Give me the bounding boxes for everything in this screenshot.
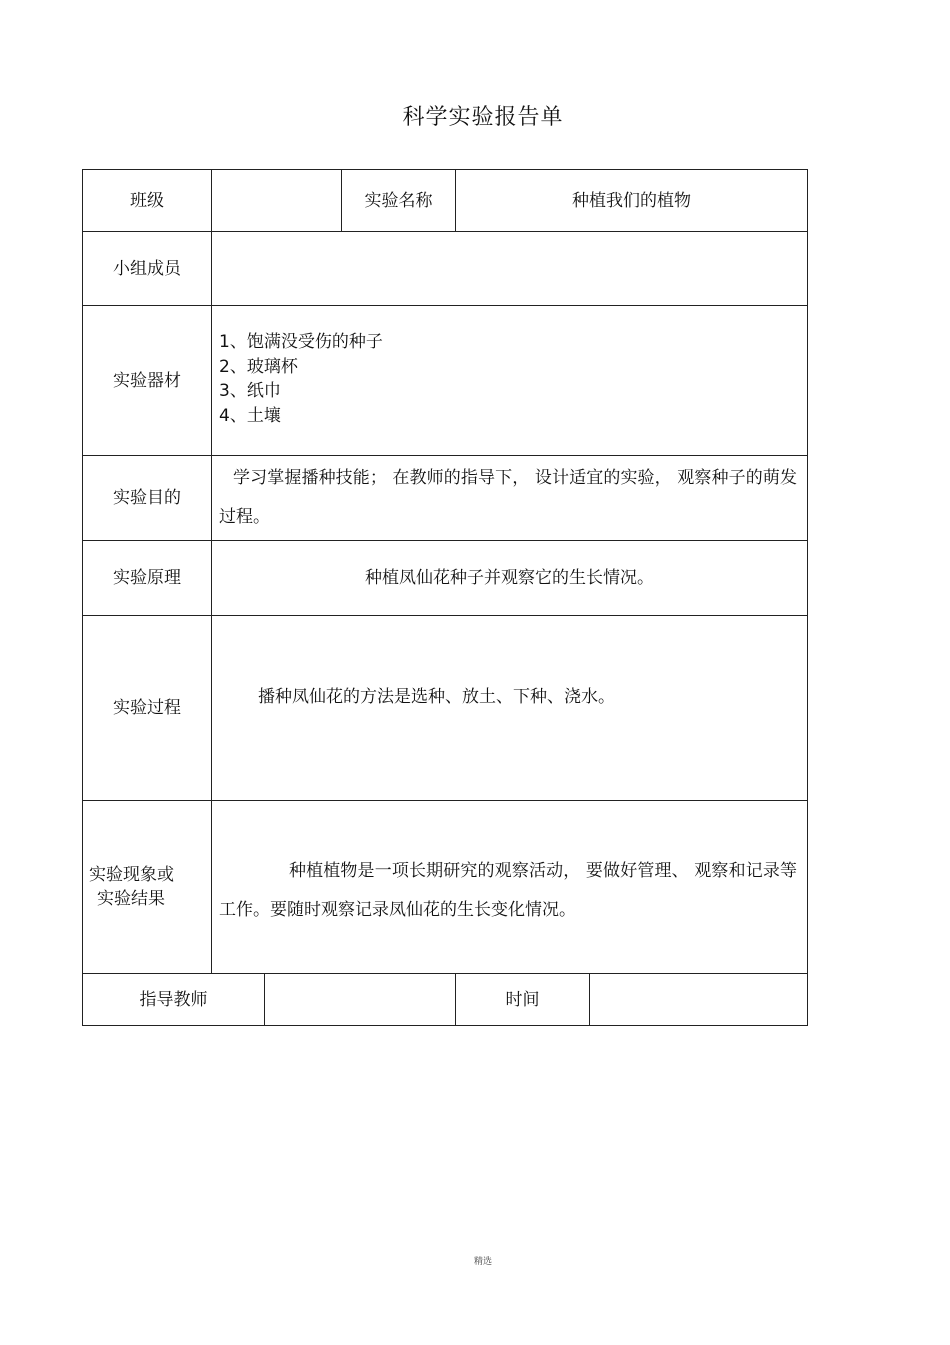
page-footer: 精选 (473, 1257, 492, 1267)
group-members-value (212, 232, 807, 305)
principle-label: 实验原理 (113, 568, 181, 588)
list-item: 4、土壤 (219, 405, 281, 426)
time-value (590, 974, 807, 1025)
purpose-text: 学习掌握播种技能； 在教师的指导下， 设计适宜的实验， 观察种子的萌发过程。 (219, 468, 797, 527)
materials-label: 实验器材 (113, 370, 181, 391)
table-line (807, 169, 808, 1026)
result-text: 种植植物是一项长期研究的观察活动， 要做好管理、 观察和记录等工作。要随时观察记录凤仙花的生长变化情况。 (219, 861, 797, 920)
result-label-line1: 实验现象或 (89, 865, 174, 885)
process-text: 播种凤仙花的方法是选种、放土、下种、浇水。 (258, 687, 615, 707)
class-value (212, 170, 341, 231)
report-title: 科学实验报告单 (402, 105, 564, 130)
teacher-label: 指导教师 (139, 989, 208, 1010)
experiment-name-value: 种植我们的植物 (572, 190, 691, 211)
table-line (82, 1025, 808, 1026)
list-item: 1、饱满没受伤的种子 (219, 332, 383, 352)
class-label: 班级 (130, 190, 164, 211)
result-label-line2: 实验结果 (97, 889, 165, 909)
purpose-label: 实验目的 (113, 488, 181, 508)
teacher-value (265, 974, 455, 1025)
group-members-label: 小组成员 (113, 258, 181, 279)
time-label: 时间 (505, 989, 540, 1010)
list-item: 3、纸巾 (219, 381, 281, 401)
result-label (83, 801, 211, 973)
materials-list (219, 330, 799, 428)
list-item: 2、玻璃杯 (219, 356, 298, 377)
principle-text: 种植凤仙花种子并观察它的生长情况。 (365, 568, 654, 588)
experiment-name-label: 实验名称 (364, 190, 433, 211)
process-label: 实验过程 (113, 698, 181, 718)
